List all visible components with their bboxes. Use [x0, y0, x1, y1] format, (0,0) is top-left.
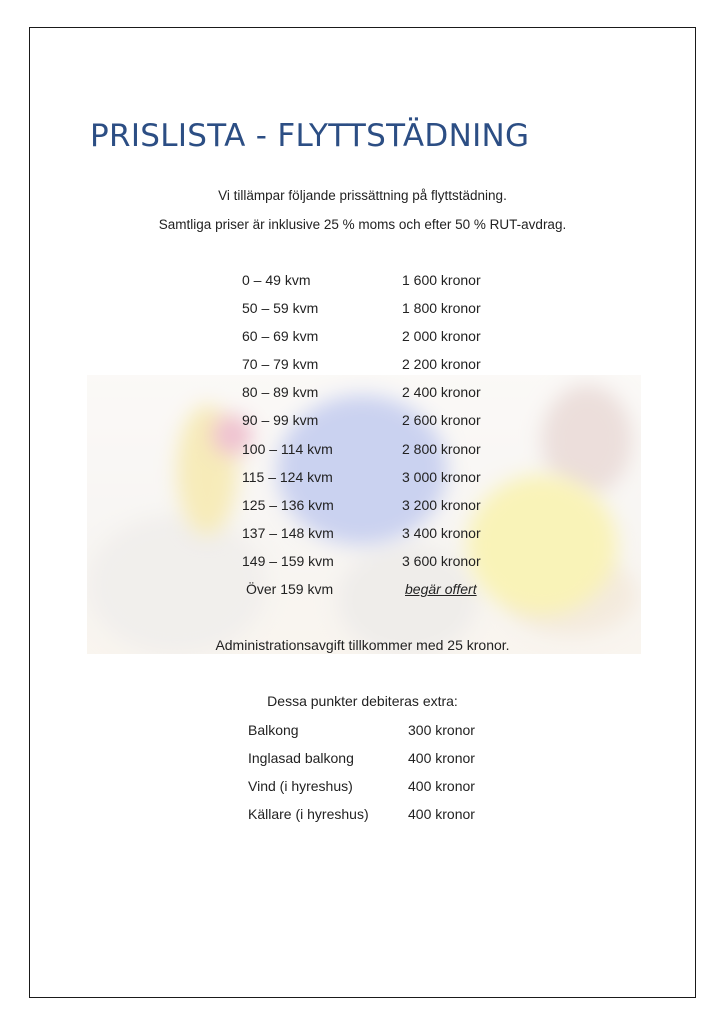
admin-fee-note: Administrationsavgift tillkommer med 25 kronor. [215, 637, 510, 653]
area-range: 70 – 79 kvm [242, 356, 319, 373]
extra-price: 400 kronor [408, 806, 475, 823]
price-value: 2 200 kronor [402, 356, 481, 373]
extra-price: 400 kronor [408, 778, 475, 795]
area-range: 60 – 69 kvm [242, 328, 319, 345]
price-value: 2 400 kronor [402, 384, 481, 401]
price-row [242, 440, 502, 468]
area-range: 0 – 49 kvm [242, 272, 311, 288]
extra-name: Balkong [248, 722, 299, 738]
area-range: 50 – 59 kvm [242, 300, 319, 317]
request-quote-text: begär offert [405, 581, 477, 598]
price-value: 3 400 kronor [402, 524, 481, 541]
price-row [242, 468, 502, 496]
price-row [242, 271, 502, 299]
area-range: 115 – 124 kvm [242, 468, 333, 485]
extra-row [248, 721, 488, 749]
area-range: 80 – 89 kvm [242, 384, 319, 401]
extra-row [248, 749, 488, 777]
area-range: 137 – 148 kvm [242, 524, 334, 541]
area-range: 149 – 159 kvm [242, 552, 334, 569]
intro-line-2: Samtliga priser är inklusive 25 % moms och efter 50 % RUT-avdrag. [158, 217, 567, 232]
price-row-quote [242, 580, 502, 608]
price-row [242, 383, 502, 411]
price-value: 3 000 kronor [402, 468, 481, 485]
price-value: 1 800 kronor [402, 300, 481, 317]
price-row [242, 299, 502, 327]
extra-name: Vind (i hyreshus) [248, 778, 353, 795]
price-row [242, 411, 502, 439]
intro-line-1: Vi tillämpar följande prissättning på flyttstädning. [218, 188, 507, 203]
price-value: 2 600 kronor [402, 412, 481, 429]
extras-table [248, 721, 488, 833]
document-page [29, 27, 696, 998]
price-row [242, 496, 502, 524]
extra-name: Källare (i hyreshus) [248, 806, 369, 823]
area-range: Över 159 kvm [246, 581, 334, 598]
price-row [242, 355, 502, 383]
area-range: 90 – 99 kvm [242, 412, 319, 429]
area-range: 125 – 136 kvm [242, 496, 334, 513]
price-row [242, 327, 502, 355]
price-value: 2 800 kronor [402, 440, 481, 457]
extra-price: 300 kronor [408, 722, 475, 738]
extra-name: Inglasad balkong [248, 750, 354, 767]
extras-heading: Dessa punkter debiteras extra: [267, 693, 458, 709]
extra-row [248, 805, 488, 833]
price-value: 3 200 kronor [402, 496, 481, 513]
extra-price: 400 kronor [408, 750, 475, 767]
price-value: 3 600 kronor [402, 552, 481, 569]
price-row [242, 524, 502, 552]
extra-row [248, 777, 488, 805]
price-table [242, 271, 502, 608]
price-value: 1 600 kronor [402, 272, 481, 288]
page-title: PRISLISTA - FLYTTSTÄDNING [90, 118, 530, 154]
area-range: 100 – 114 kvm [242, 440, 333, 457]
price-value: 2 000 kronor [402, 328, 481, 345]
price-row [242, 552, 502, 580]
